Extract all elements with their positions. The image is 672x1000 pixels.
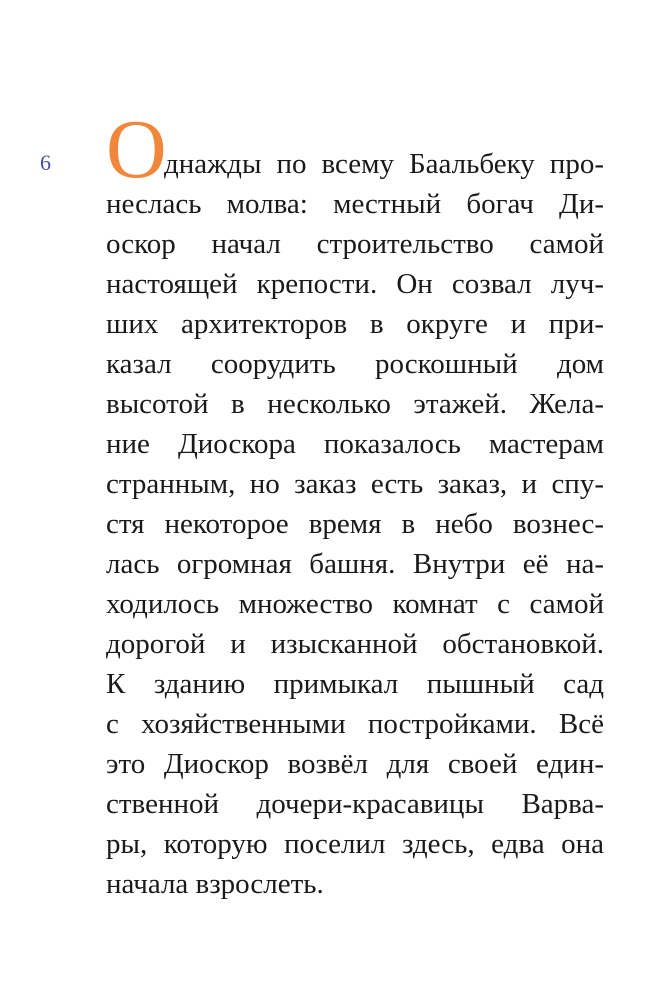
- text-line: настоящей крепости. Он созвал луч-: [106, 268, 604, 300]
- text-line: с хозяйственными постройками. Всё: [106, 708, 604, 740]
- text-line: это Диоскор возвёл для своей един-: [106, 748, 604, 780]
- text-line: К зданию примыкал пышный сад: [106, 668, 604, 700]
- text-line: высотой в несколько этажей. Жела-: [106, 388, 604, 420]
- text-line: днажды по всему Баальбеку про-: [164, 148, 604, 180]
- text-line: оскор начал строительство самой: [106, 228, 604, 260]
- text-line: ших архитекторов в округе и при-: [106, 308, 604, 340]
- page-number: 6: [40, 150, 51, 175]
- text-line: начала взрослеть.: [106, 868, 324, 900]
- text-line: казал соорудить роскошный дом: [106, 348, 604, 380]
- text-line: ходилось множество комнат с самой: [106, 588, 604, 620]
- body-text: [106, 144, 604, 904]
- text-line: стя некоторое время в небо вознес-: [106, 508, 604, 540]
- text-line: неслась молва: местный богач Ди-: [106, 188, 604, 220]
- text-line: странным, но заказ есть заказ, и спу-: [106, 468, 604, 500]
- text-line: лась огромная башня. Внутри её на-: [106, 548, 604, 580]
- text-line: ние Диоскора показалось мастерам: [106, 428, 604, 460]
- text-line: ры, которую поселил здесь, едва она: [106, 828, 604, 860]
- drop-cap: О: [106, 103, 167, 196]
- text-line: ственной дочери-красавицы Варва-: [106, 788, 604, 820]
- text-line: дорогой и изысканной обстановкой.: [106, 628, 604, 660]
